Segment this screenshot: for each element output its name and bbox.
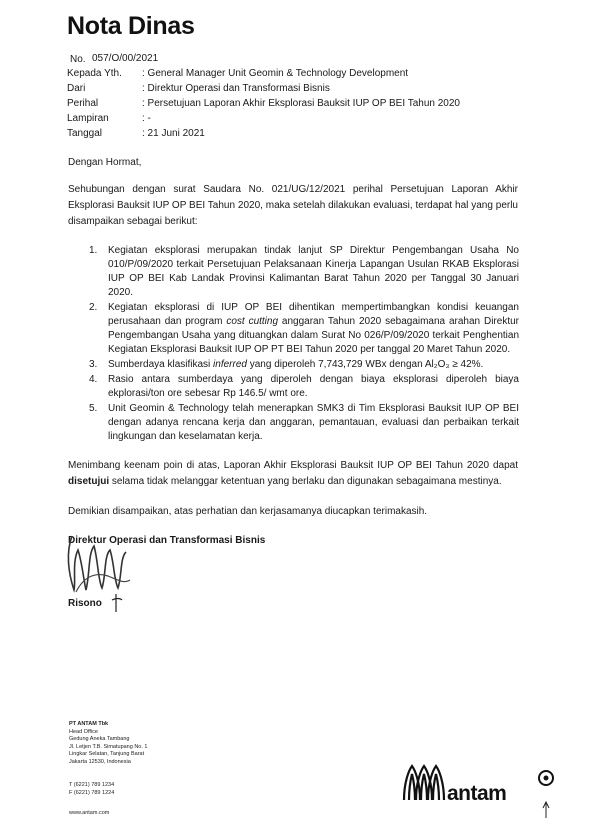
list-text: Kegiatan eksplorasi di IUP OP BEI dihentikan mempertimbangkan kondisi keuangan perusahaan dan program <box>108 302 519 327</box>
conclusion-emphasis: disetujui <box>68 476 110 487</box>
field-label: Perihal <box>67 98 99 109</box>
list-item <box>89 373 519 401</box>
footer-line: Head Office <box>69 728 98 735</box>
field-sender <box>0 82 589 96</box>
list-text: Kegiatan eksplorasi merupakan tindak lanjut SP Direktur Pengembangan Usaha No 010/P/09/2020 terkait Persetujuan Pelaksanaan Kinerja Lapangan Usulan RKAB Eksplorasi IUP OP BEI Kab Landak Provinsi Kalimantan Barat Tahun 2020 per Tanggal 30 Januari 2020. <box>108 245 519 298</box>
footer-company: PT ANTAM Tbk <box>69 721 109 727</box>
antam-logo-icon <box>400 762 446 804</box>
field-value: : 21 Juni 2021 <box>142 128 205 139</box>
footer-address <box>69 721 189 766</box>
initial-mark <box>110 592 124 614</box>
intro-paragraph: Sehubungan dengan surat Saudara No. 021/UG/12/2021 perihal Persetujuan Laporan Akhir Eksplorasi Bauksit IUP OP BEI Tahun 2020, maka setelah dilakukan evaluasi, terdapat hal yang perlu disampaikan sebagai berikut: <box>68 184 518 227</box>
field-date <box>0 127 589 141</box>
field-label: Dari <box>67 83 86 94</box>
greeting: Dengan Hormat, <box>68 157 142 168</box>
field-value: : Persetujuan Laporan Akhir Eksplorasi Bauksit IUP OP BEI Tahun 2020 <box>142 98 460 109</box>
list-number: 2. <box>89 302 98 313</box>
list-number: 3. <box>89 359 98 370</box>
list-text-italic: inferred <box>213 359 247 370</box>
footer-website: www.antam.com <box>69 810 110 816</box>
footer-line: Lingkar Selatan, Tanjung Barat <box>69 751 145 757</box>
list-item <box>89 301 519 357</box>
memo-header-fields <box>0 67 589 142</box>
list-item <box>89 358 519 372</box>
conclusion-text: selama tidak melanggar ketentuan yang berlaku dan digunakan sebagaimana mestinya. <box>109 476 502 487</box>
document-title: Nota Dinas <box>67 12 195 40</box>
signatory-title: Direktur Operasi dan Transformasi Bisnis <box>68 535 266 546</box>
field-attachment <box>0 112 589 126</box>
number-label: No. <box>70 54 86 65</box>
footer-phone: T (6221) 789 1234 <box>69 782 115 788</box>
list-number: 5. <box>89 403 98 414</box>
footer-line: Jl. Letjen T.B. Simatupang No. 1 <box>69 743 148 750</box>
list-text: Rasio antara sumberdaya yang diperoleh dengan biaya eksplorasi diperoleh biaya ekplorasi/ton ore sebesar Rp 146.5/ wmt ore. <box>108 374 519 399</box>
field-value: : General Manager Unit Geomin & Technology Development <box>142 68 409 79</box>
list-text: Sumberdaya klasifikasi <box>108 359 214 370</box>
signature-image <box>64 532 134 598</box>
field-value: : Direktur Operasi dan Transformasi Bisnis <box>142 83 330 94</box>
conclusion-paragraph <box>68 458 518 490</box>
field-label: Lampiran <box>67 113 109 124</box>
signatory-name: Risono <box>68 598 102 609</box>
list-number: 1. <box>89 245 98 256</box>
field-label: Kepada Yth. <box>67 68 122 79</box>
antam-logo-text: antam <box>447 782 507 805</box>
footer-line: Gedung Aneka Tambang <box>69 736 130 742</box>
list-text: anggaran Tahun 2020 sebagaimana arahan Direktur Pengembangan Usaha yang dituangkan dalam Surat No 026/P/09/2020 terkait Penghentian Kegiatan Eksplorasi Bauksit IUP OP PT BEI Tahun 2020 per tanggal 20 Maret Tahun 2020. <box>108 316 519 355</box>
field-subject <box>0 97 589 111</box>
list-item <box>89 244 519 300</box>
points-list <box>89 244 519 445</box>
footer-fax: F (6221) 789 1224 <box>69 789 115 796</box>
list-number: 4. <box>89 374 98 385</box>
footer-contact <box>69 782 189 797</box>
list-text: yang diperoleh 7,743,729 WBx dengan Al₂O₃ ≥ 42%. <box>246 359 484 370</box>
document-number: 057/O/00/2021 <box>92 53 159 64</box>
footer-line: Jakarta 12530, Indonesia <box>69 758 131 765</box>
closing-paragraph: Demikian disampaikan, atas perhatian dan kerjasamanya diucapkan terimakasih. <box>68 506 428 517</box>
conclusion-text: Menimbang keenam poin di atas, Laporan Akhir Eksplorasi Bauksit IUP OP BEI Tahun 2020 dapat <box>68 460 518 471</box>
field-value: : - <box>142 113 151 124</box>
seal-mark-icon <box>536 768 556 820</box>
list-text: Unit Geomin & Technology telah menerapkan SMK3 di Tim Eksplorasi Bauksit IUP OP BEI dengan adanya rencana kerja dan anggaran, pemantauan, evaluasi dan perbaikan terkait lingkungan dan keselamatan kerja. <box>108 403 519 442</box>
list-item <box>89 402 519 444</box>
field-recipient <box>0 67 589 81</box>
field-label: Tanggal <box>67 128 103 139</box>
list-text-italic: cost cutting <box>226 316 279 327</box>
